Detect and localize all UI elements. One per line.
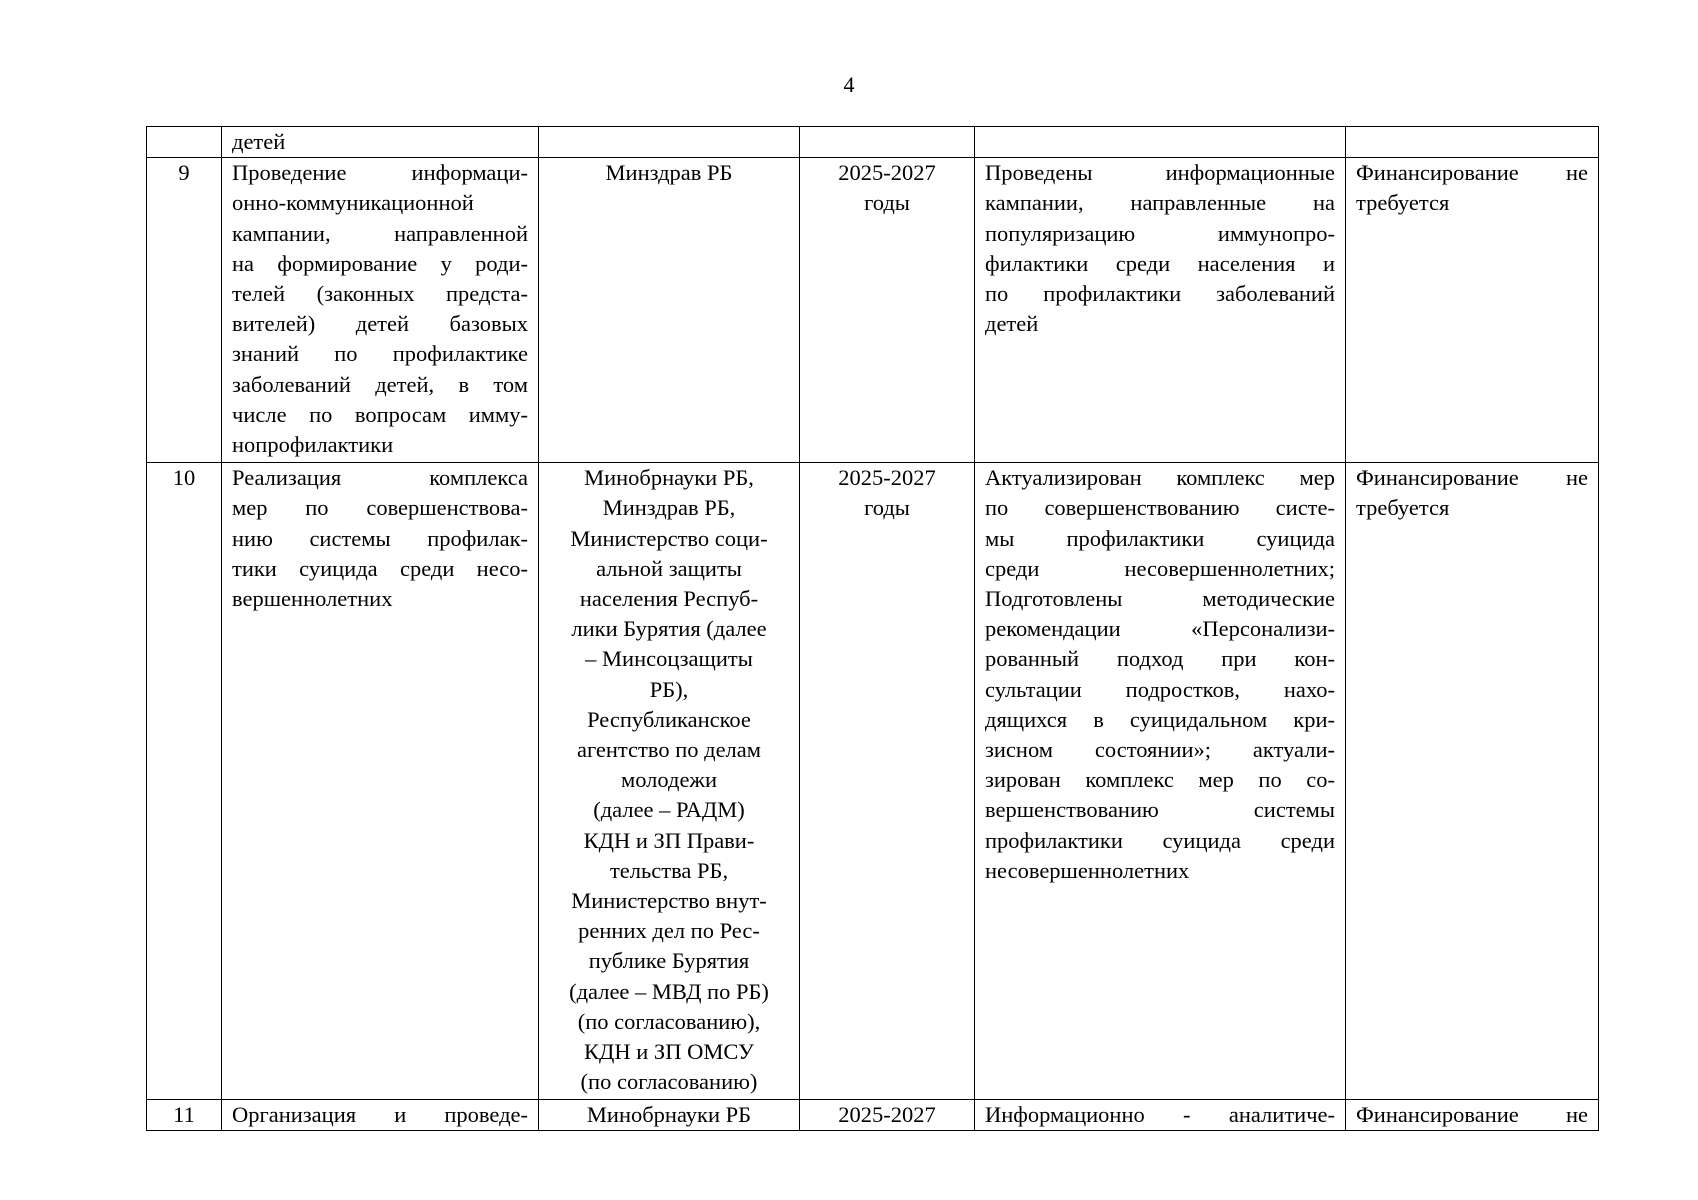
cell-text-line: – Минсоцзащиты	[585, 646, 753, 672]
cell-text-line: филактики среди населения и	[985, 250, 1335, 276]
executor-cell	[539, 158, 800, 463]
measure-name-cell	[222, 127, 539, 158]
cell-text-line: лики Бурятия (далее	[571, 616, 767, 642]
executor-cell	[539, 1100, 800, 1131]
cell-text-line: по совершенствованию систе-	[985, 495, 1335, 521]
cell-text-line: по профилактики заболеваний	[985, 281, 1335, 307]
cell-text-line: Финансирование не	[1356, 1102, 1588, 1128]
cell-text-line: вителей) детей базовых	[232, 311, 528, 337]
cell-text-line: Проведение информаци-	[232, 160, 528, 186]
cell-text-line: 2025-2027	[838, 465, 936, 491]
cell-text-line: Организация и проведе-	[232, 1102, 528, 1128]
cell-text-line: сультации подростков, нахо-	[985, 676, 1335, 702]
cell-text-line: популяризацию иммунопро-	[985, 220, 1335, 246]
cell-text-line: годы	[864, 190, 910, 216]
cell-text-line: альной защиты	[596, 555, 742, 581]
cell-text-line: Реализация комплекса	[232, 465, 528, 491]
cell-text-line: телей (законных предста-	[232, 281, 528, 307]
cell-text-line: нопрофилактики	[232, 432, 394, 458]
cell-text-line: кампании, направленной	[232, 220, 528, 246]
cell-text-line: агентство по делам	[576, 737, 762, 763]
term-cell	[800, 127, 975, 158]
financing-cell	[1346, 158, 1599, 463]
cell-text-line: Минздрав РБ,	[602, 495, 736, 521]
cell-text-line: несовершеннолетних	[985, 857, 1190, 883]
cell-text-line: знаний по профилактике	[232, 341, 528, 367]
cell-text-line: Финансирование не	[1356, 465, 1588, 491]
executor-cell	[539, 463, 800, 1100]
cell-text-line: среди несовершеннолетних;	[985, 555, 1335, 581]
row-number	[147, 127, 222, 158]
cell-text-line: мер по совершенствова-	[232, 495, 528, 521]
cell-text-line: дящихся в суицидальном кри-	[985, 706, 1335, 732]
cell-text-line: тики суицида среди несо-	[232, 555, 528, 581]
cell-text-line: Информационно - аналитиче-	[985, 1102, 1335, 1128]
cell-text-line: вершеннолетних	[232, 586, 393, 612]
financing-cell	[1346, 1100, 1599, 1131]
executor-cell	[539, 127, 800, 158]
cell-text-line: нию системы профилак-	[232, 525, 528, 551]
cell-text-line: числе по вопросам имму-	[232, 401, 528, 427]
cell-text-line: Министерство соци-	[570, 525, 768, 551]
cell-text-line: профилактики суицида среди	[985, 827, 1335, 853]
cell-text-line: кампании, направленные на	[985, 190, 1335, 216]
cell-text-line: рекомендации «Персонализи-	[985, 616, 1335, 642]
measure-name-cell	[222, 1100, 539, 1131]
row-number: 11	[147, 1100, 222, 1131]
cell-text-line: (по согласованию)	[580, 1069, 758, 1095]
term-cell	[800, 1100, 975, 1131]
cell-text-line: Финансирование не	[1356, 160, 1588, 186]
cell-text-line: зисном состоянии»; актуали-	[985, 737, 1335, 763]
table-row	[147, 1100, 1599, 1131]
cell-text-line: мы профилактики суицида	[985, 525, 1335, 551]
table-row	[147, 463, 1599, 1100]
cell-text-line: Республиканское	[587, 706, 751, 732]
plan-table	[146, 126, 1599, 1131]
row-number: 10	[147, 463, 222, 1100]
cell-text-line: Минобрнауки РБ	[586, 1102, 752, 1128]
cell-text-line: РБ),	[649, 676, 689, 702]
expected-result-cell	[975, 127, 1346, 158]
cell-text-line: населения Респуб-	[579, 586, 759, 612]
cell-text-line: Проведены информационные	[985, 160, 1335, 186]
cell-text-line: КДН и ЗП Прави-	[583, 827, 755, 853]
financing-cell	[1346, 127, 1599, 158]
cell-text-line: вершенствованию системы	[985, 797, 1335, 823]
cell-text-line: требуется	[1356, 190, 1450, 216]
cell-text-line: Минздрав РБ	[605, 160, 733, 186]
cell-text-line: детей	[232, 129, 286, 154]
financing-cell	[1346, 463, 1599, 1100]
table-row	[147, 158, 1599, 463]
measure-name-cell	[222, 158, 539, 463]
cell-text-line: онно-коммуникационной	[232, 190, 474, 216]
cell-text-line: КДН и ЗП ОМСУ	[584, 1039, 754, 1065]
cell-text-line: на формирование у роди-	[232, 250, 528, 276]
cell-text-line: требуется	[1356, 495, 1450, 521]
cell-text-line: рованный подход при кон-	[985, 646, 1335, 672]
measure-name-cell	[222, 463, 539, 1100]
page-number: 4	[843, 72, 855, 97]
expected-result-cell	[975, 463, 1346, 1100]
term-cell	[800, 463, 975, 1100]
cell-text-line: (по согласованию),	[577, 1008, 761, 1034]
cell-text-line: (далее – МВД по РБ)	[569, 978, 769, 1004]
cell-text-line: детей	[985, 311, 1039, 337]
expected-result-cell	[975, 1100, 1346, 1131]
table-row	[147, 127, 1599, 158]
cell-text-line: Минобрнауки РБ,	[584, 465, 754, 491]
cell-text-line: молодежи	[620, 767, 718, 793]
cell-text-line: Подготовлены методические	[985, 586, 1335, 612]
cell-text-line: 2025-2027	[838, 1102, 936, 1128]
expected-result-cell	[975, 158, 1346, 463]
cell-text-line: годы	[864, 495, 910, 521]
cell-text-line: публике Бурятия	[588, 948, 750, 974]
term-cell	[800, 158, 975, 463]
cell-text-line: зирован комплекс мер по со-	[985, 767, 1335, 793]
cell-text-line: Министерство внут-	[571, 888, 767, 914]
cell-text-line: заболеваний детей, в том	[232, 371, 528, 397]
row-number: 9	[147, 158, 222, 463]
cell-text-line: (далее – РАДМ)	[593, 797, 745, 823]
plan-table-body	[147, 127, 1599, 1131]
cell-text-line: 2025-2027	[838, 160, 936, 186]
cell-text-line: ренних дел по Рес-	[578, 918, 760, 944]
cell-text-line: Актуализирован комплекс мер	[985, 465, 1335, 491]
cell-text-line: тельства РБ,	[609, 857, 729, 883]
